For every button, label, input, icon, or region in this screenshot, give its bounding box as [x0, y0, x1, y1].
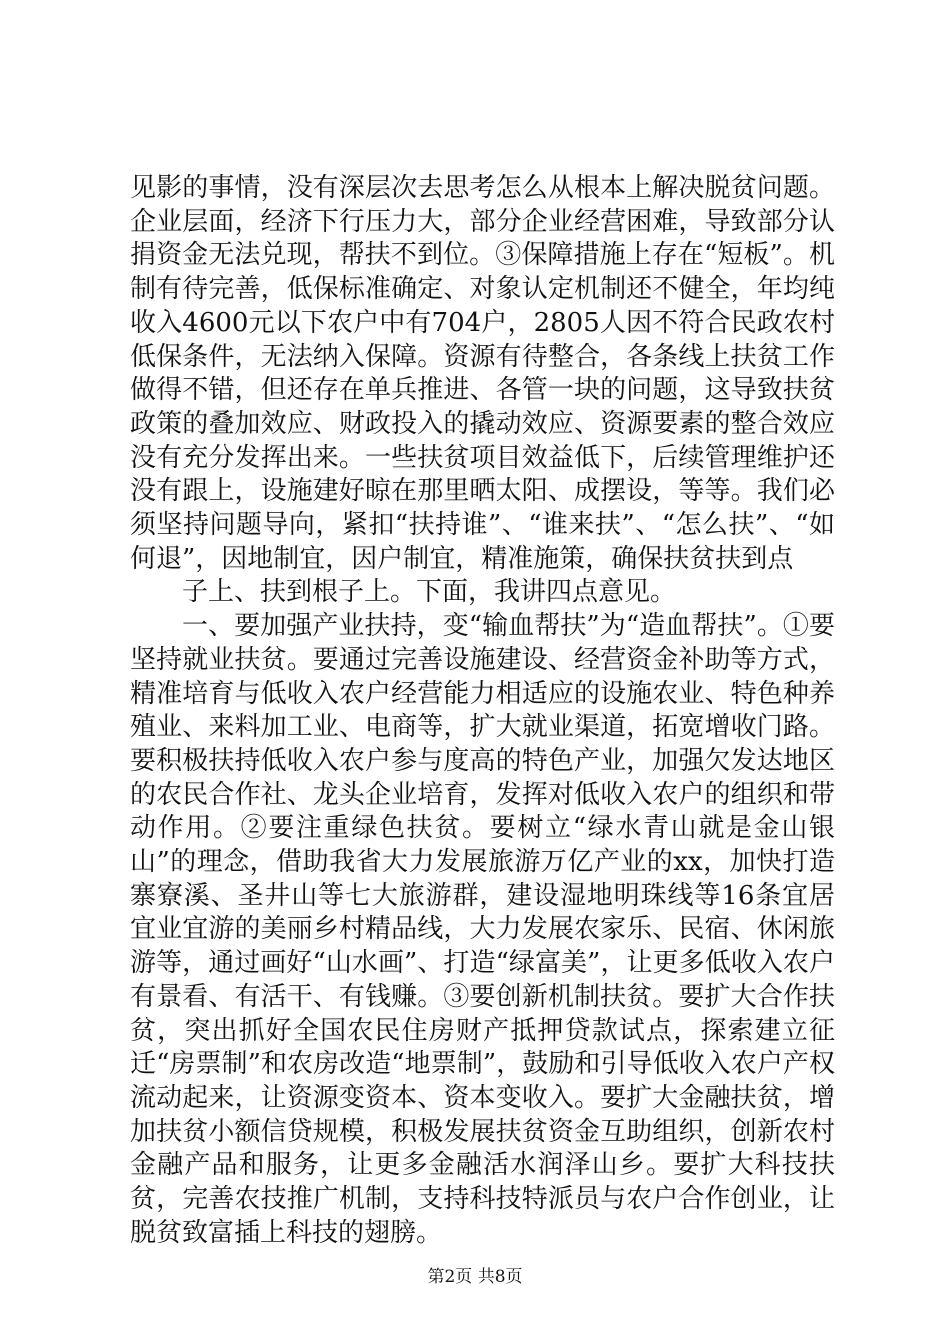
page-footer: 第2页 共8页 — [427, 1267, 523, 1287]
body-paragraph-3: 一、要加强产业扶持，变“输血帮扶”为“造血帮扶”。①要坚持就业扶贫。要通过完善设施建设、经营资金补助等方式，精准培育与低收入农户经营能力相适应的设施农业、特色种养殖业、来料加工业、电商等，扩大就业渠道，拓宽增收门路。要积极扶持低收入农户参与度高的特色产业，加强欠发达地区的农民合作社、龙头企业培育，发挥对低收入农户的组织和带动作用。②要注重绿色扶贫。要树立“绿水青山就是金山银山”的理念，借助我省大力发展旅游万亿产业的xx，加快打造寨寮溪、圣井山等七大旅游群，建设湿地明珠线等16条宜居宜业宜游的美丽乡村精品线，大力发展农家乐、民宿、休闲旅游等，通过画好“山水画”、打造“绿富美”，让更多低收入农户有景看、有活干、有钱赚。③要创新机制扶贫。要扩大合作扶贫，突出抓好全国农民住房财产抵押贷款试点，探索建立征迁“房票制”和农房改造“地票制”，鼓励和引导低收入农户产权流动起来，让资源变资本、资本变收入。要扩大金融扶贫，增加扶贫小额信贷规模，积极发展扶贫资金互助组织，创新农村金融产品和服务，让更多金融活水润泽山乡。要扩大科技扶贫，完善农技推广机制，支持科技特派员与农户合作创业，让脱贫致富插上科技的翅膀。 — [130, 611, 835, 1248]
body-paragraph-1: 见影的事情，没有深层次去思考怎么从根本上解决脱贫问题。企业层面，经济下行压力大，部分企业经营困难，导致部分认捐资金无法兑现，帮扶不到位。③保障措施上存在“短板”。机制有待完善，低保标准确定、对象认定机制还不健全，年均纯收入4600元以下农户中有704户，2805人因不符合民政农村低保条件，无法纳入保障。资源有待整合，各条线上扶贫工作做得不错，但还存在单兵推进、各管一块的问题，这导致扶贫政策的叠加效应、财政投入的撬动效应、资源要素的整合效应没有充分发挥出来。一些扶贫项目效益低下，后续管理维护还没有跟上，设施建好晾在那里晒太阳、成摆设，等等。我们必须坚持问题导向，紧扣“扶持谁”、“谁来扶”、“怎么扶”、“如何退”，因地制宜，因户制宜，精准施策，确保扶贫扶到点 — [130, 173, 835, 574]
document-body — [130, 172, 835, 1251]
body-paragraph-2: 子上、扶到根子上。下面，我讲四点意见。 — [182, 577, 677, 608]
